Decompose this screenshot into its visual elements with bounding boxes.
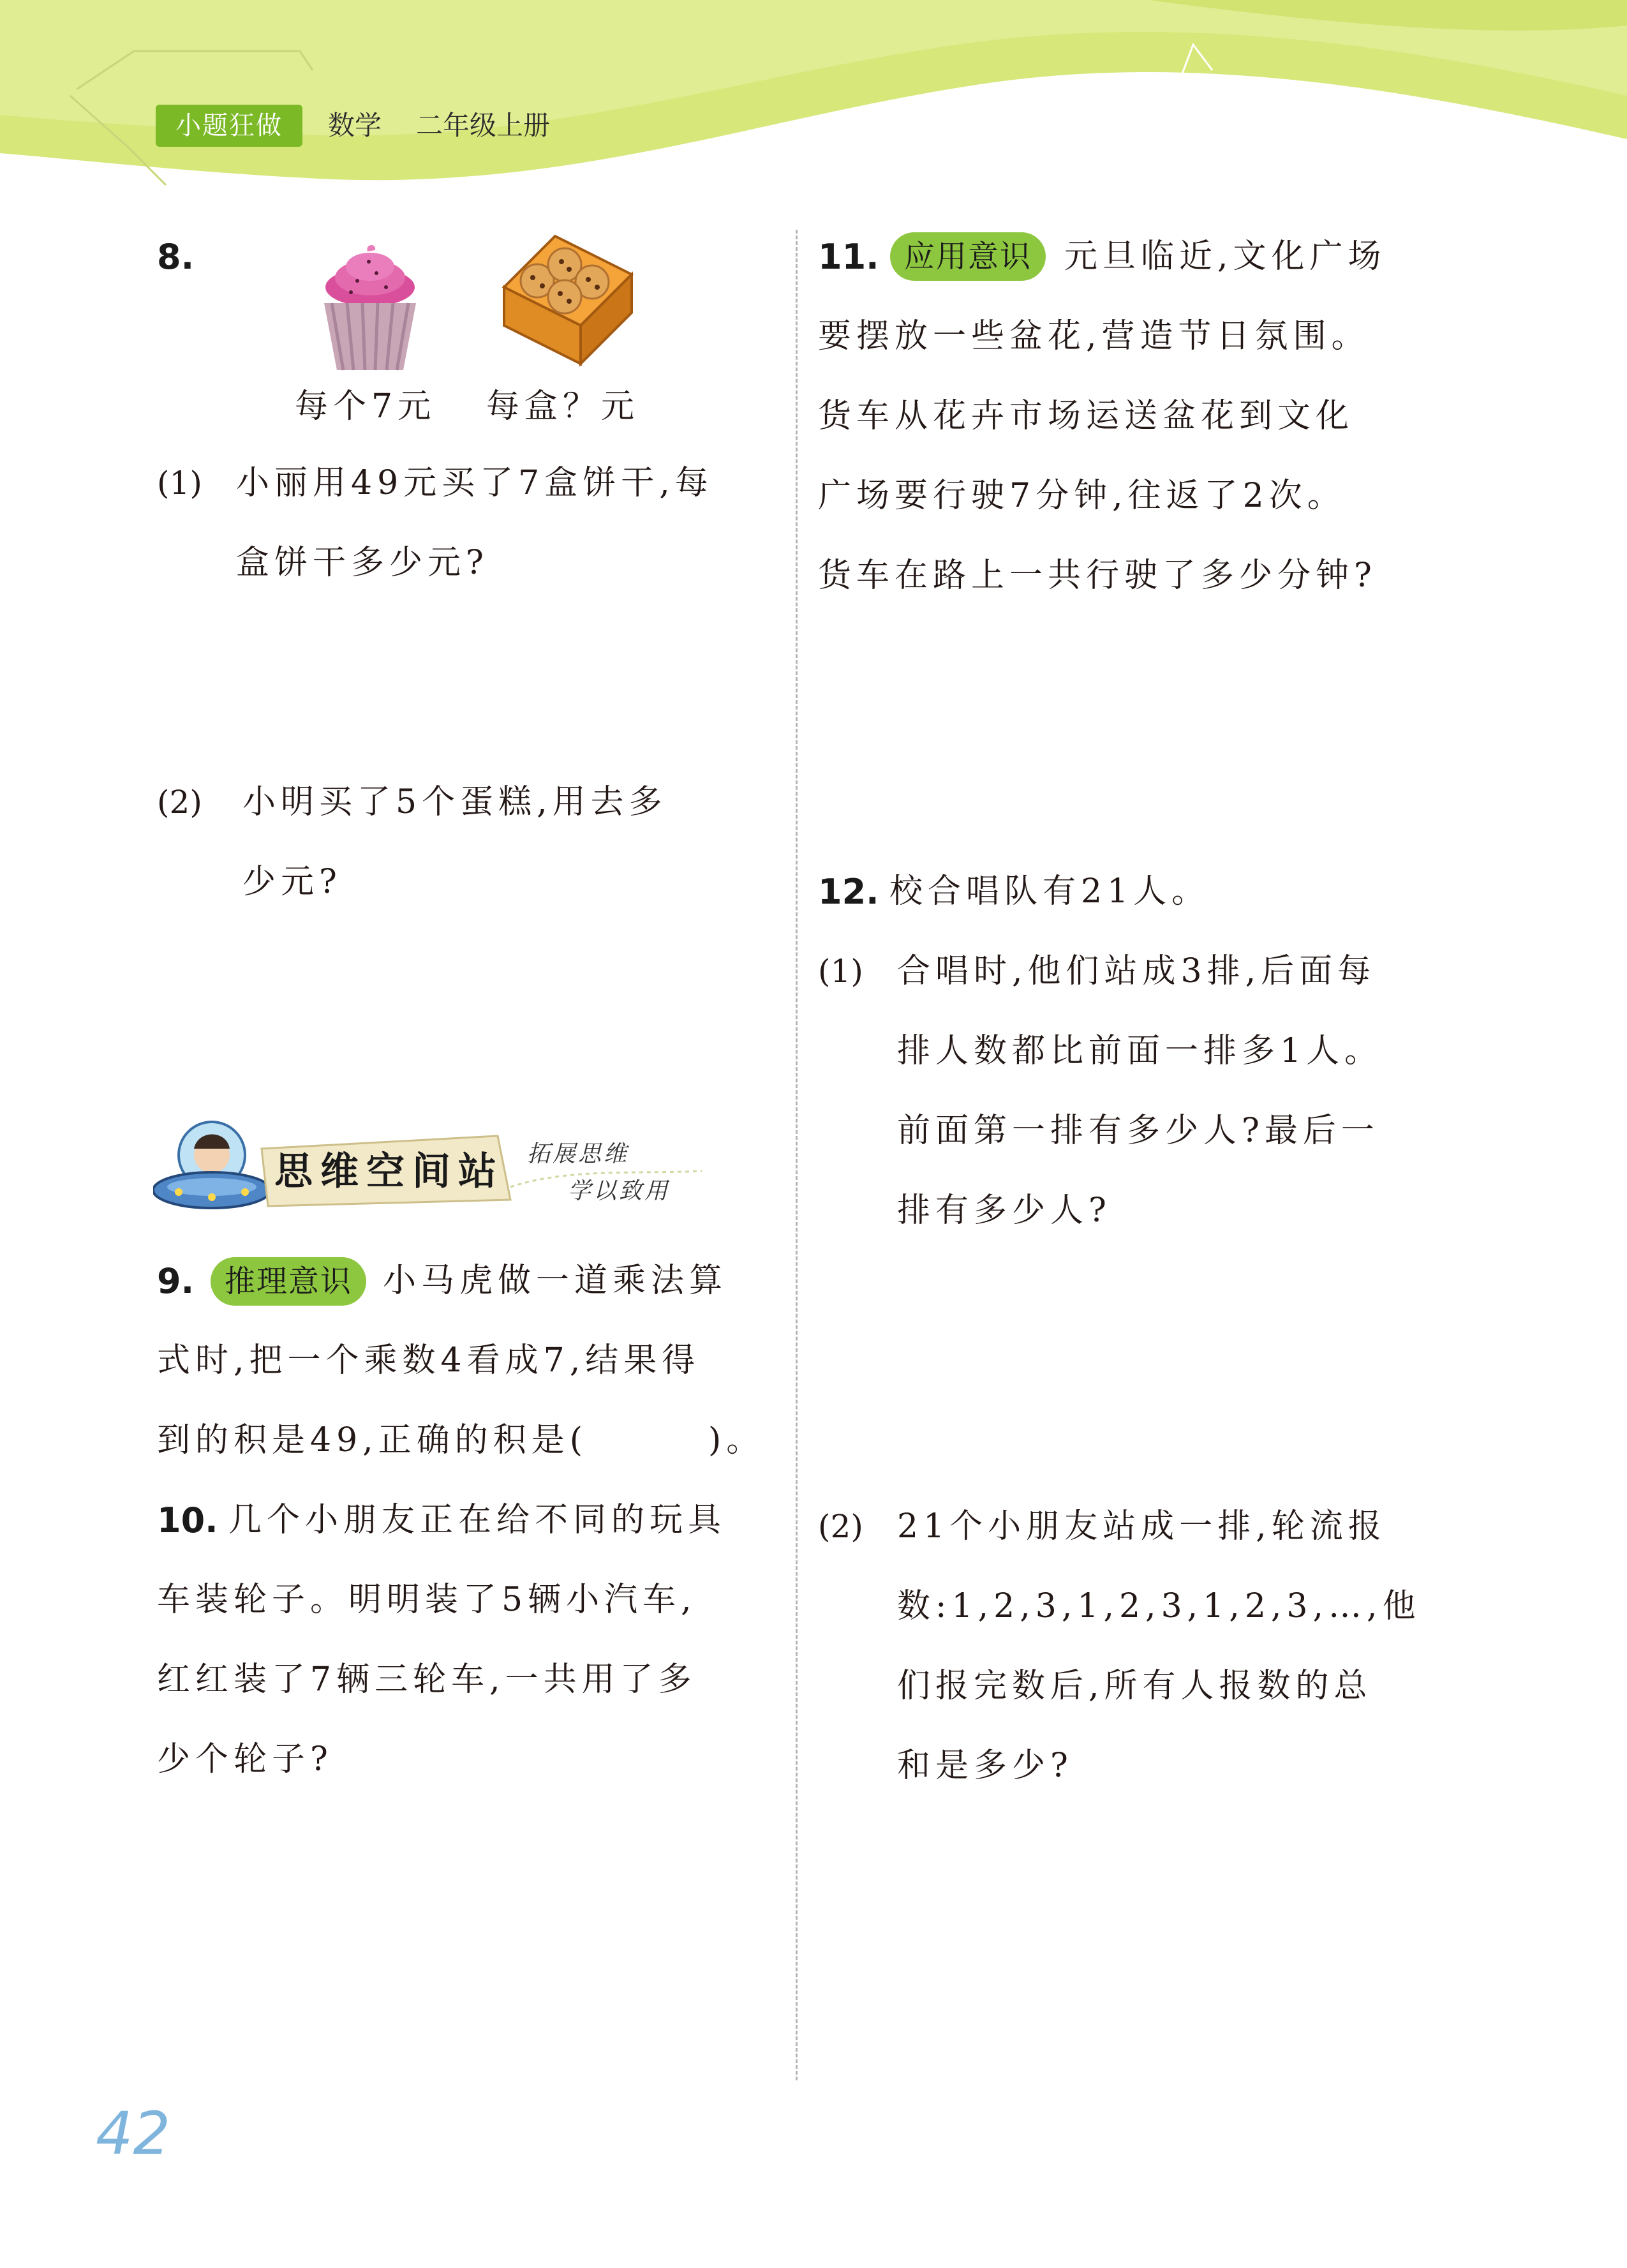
q11-line2: 要摆放一些盆花,营造节日氛围。	[818, 317, 1370, 355]
q12-intro: 校合唱队有21人。	[889, 872, 1210, 911]
q12-part2-line2: 数:1,2,3,1,2,3,1,2,3,…,他	[897, 1587, 1421, 1625]
cookie-box-image	[498, 230, 638, 370]
q11-line5: 货车在路上一共行驶了多少分钟?	[818, 556, 1377, 595]
q10-line1: 几个小朋友正在给不同的玩具	[228, 1501, 727, 1539]
q11-line1: 元旦临近,文化广场	[1064, 237, 1386, 276]
q12-part1-label: (1)	[818, 953, 863, 990]
q12-part2-label: (2)	[818, 1508, 863, 1545]
section-banner	[153, 1110, 702, 1232]
q8-part2-line2: 少元?	[242, 863, 342, 901]
question-12-number: 12.	[818, 872, 879, 912]
question-11-tag: 应用意识	[890, 232, 1046, 281]
q10-line4: 少个轮子?	[157, 1740, 333, 1779]
page-number: 42	[96, 2100, 171, 2168]
question-11-number: 11.	[818, 237, 879, 277]
q11-line4: 广场要行驶7分钟,往返了2次。	[818, 477, 1346, 515]
section-subtitle-1: 拓展思维	[527, 1141, 630, 1167]
question-10-number: 10.	[157, 1500, 218, 1541]
q11-line3: 货车从花卉市场运送盆花到文化	[818, 397, 1355, 435]
q10-line3: 红红装了7辆三轮车,一共用了多	[157, 1660, 697, 1699]
q9-line1: 小马虎做一道乘法算	[383, 1262, 728, 1300]
question-8-number: 8.	[157, 237, 195, 277]
cookie-price-caption: 每盒？元	[486, 387, 640, 426]
question-9-tag: 推理意识	[211, 1257, 366, 1306]
q8-part1-label: (1)	[157, 465, 202, 502]
q12-part1-line4: 排有多少人?	[897, 1191, 1111, 1230]
q12-part1-line3: 前面第一排有多少人?最后一	[897, 1112, 1379, 1150]
q9-line3: 到的积是49,正确的积是(	[157, 1421, 588, 1459]
question-9-number: 9.	[157, 1261, 195, 1301]
q10-line2: 车装轮子。明明装了5辆小汽车,	[157, 1581, 697, 1619]
column-divider	[796, 230, 798, 2080]
cake-price-caption: 每个7元	[295, 387, 436, 426]
q9-line3-end: )。	[708, 1421, 765, 1459]
q12-part1-line1: 合唱时,他们站成3排,后面每	[897, 952, 1376, 990]
section-title: 思维空间站	[274, 1149, 504, 1194]
q12-part2-line3: 们报完数后,所有人报数的总	[897, 1667, 1372, 1705]
q8-part2-label: (2)	[157, 784, 202, 821]
header-band	[0, 0, 1627, 204]
q8-part2-line1: 小明买了5个蛋糕,用去多	[242, 783, 667, 821]
q9-line2: 式时,把一个乘数4看成7,结果得	[157, 1341, 701, 1380]
q12-part1-line2: 排人数都比前面一排多1人。	[897, 1032, 1383, 1070]
section-subtitle-2: 学以致用	[568, 1178, 671, 1204]
q12-part2-line1: 21个小朋友站成一排,轮流报	[897, 1507, 1386, 1546]
brand-badge: 小题狂做	[156, 105, 302, 147]
cupcake-image	[306, 242, 434, 377]
book-subject: 数学	[328, 110, 382, 141]
q12-part2-line4: 和是多少?	[897, 1747, 1073, 1785]
header-wave-decoration	[0, 0, 1627, 204]
q8-part1-line1: 小丽用49元买了7盒饼干,每	[236, 464, 713, 502]
book-grade: 二年级上册	[416, 110, 551, 141]
q8-part1-line2: 盒饼干多少元?	[236, 544, 489, 582]
